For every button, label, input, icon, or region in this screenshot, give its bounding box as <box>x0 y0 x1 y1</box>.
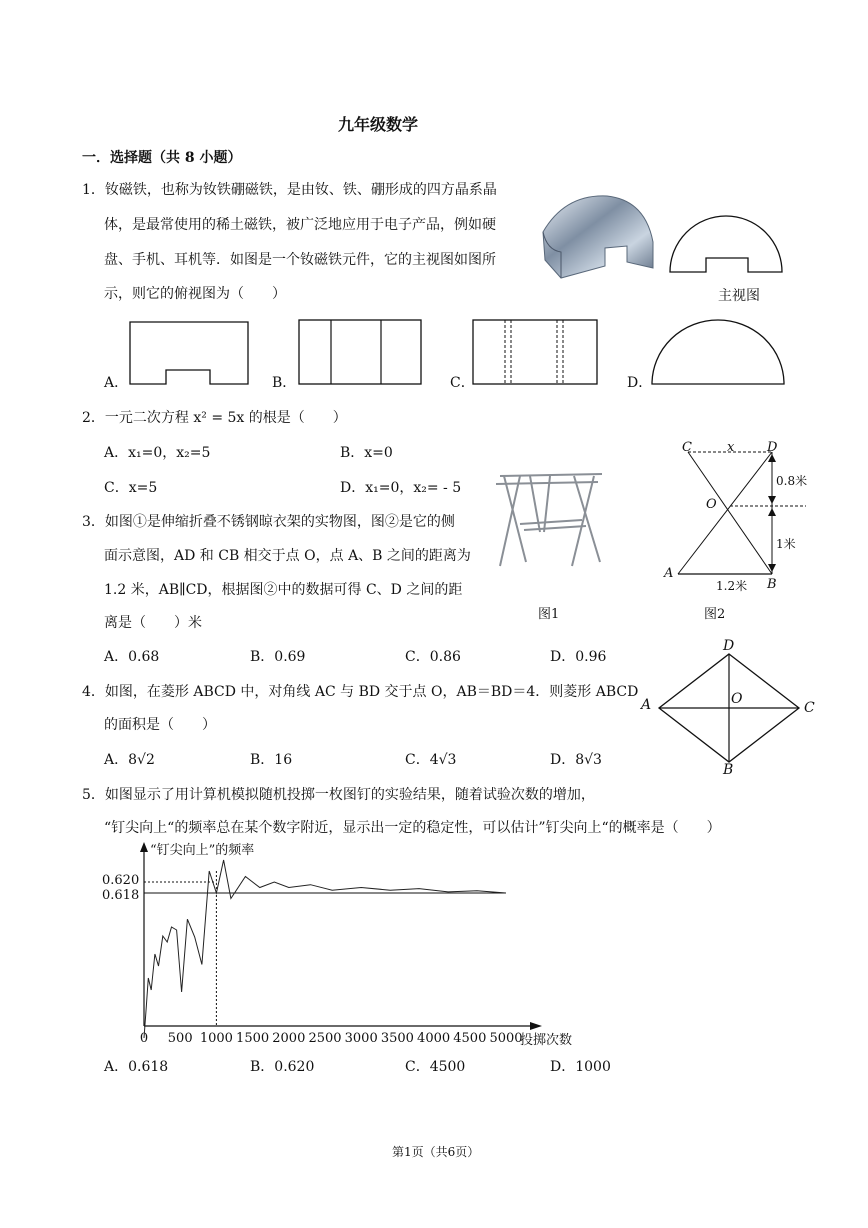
x-tick-label: 2000 <box>272 1031 306 1046</box>
x-tick-label: 2500 <box>308 1031 342 1046</box>
frequency-chart <box>98 838 598 1053</box>
q5-option-a: A．0.618 <box>104 1059 169 1075</box>
q1-line-1: 1．钕磁铁，也称为钕铁硼磁铁，是由钕、铁、硼形成的四方晶系晶 <box>82 182 497 198</box>
rhombus-point-a: A <box>641 697 652 713</box>
x-tick-label: 3500 <box>380 1031 414 1046</box>
fig2-ab-length: 1.2米 <box>716 579 748 593</box>
fig2-label: 图2 <box>704 607 726 622</box>
y-tick-label: 0.620 <box>102 873 140 888</box>
fig2-label-x: x <box>727 440 735 455</box>
main-view-figure <box>668 210 784 276</box>
page-footer: 第1页（共6页） <box>392 1145 480 1159</box>
q5-option-b: B．0.620 <box>250 1059 315 1075</box>
q1-option-a-label: A． <box>104 375 129 391</box>
x-tick-label: 500 <box>167 1031 193 1046</box>
q3-line-3: 1.2 米，AB∥CD，根据图②中的数据可得 C、D 之间的距 <box>104 582 463 598</box>
q2-option-a: A．x₁=0，x₂=5 <box>104 445 211 461</box>
q1-option-c-label: C． <box>450 375 475 391</box>
q1-line-2: 体，是最常使用的稀土磁铁，被广泛地应用于电子产品，例如硬 <box>104 217 496 233</box>
q5-line-2: “钉尖向上“的频率总在某个数字附近，显示出一定的稳定性，可以估计”钉尖向上“的概率是（ ） <box>104 820 721 836</box>
q2-stem: 2．一元二次方程 x² = 5x 的根是（ ） <box>82 410 347 426</box>
section-heading: 一．选择题（共 8 小题） <box>82 150 242 166</box>
q1-option-b-figure <box>297 318 423 386</box>
q4-option-b: B．16 <box>250 752 293 768</box>
fig2-bottom-length: 1米 <box>776 537 796 551</box>
q3-option-d: D．0.96 <box>550 649 607 665</box>
q4-line-1: 4．如图，在菱形 ABCD 中，对角线 AC 与 BD 交于点 O，AB＝BD＝4．则菱形 ABCD <box>82 684 639 700</box>
q1-option-d-label: D． <box>627 375 653 391</box>
rhombus-point-b: B <box>723 762 734 778</box>
q3-line-2: 面示意图，AD 和 CB 相交于点 O，点 A、B 之间的距离为 <box>104 548 471 564</box>
q3-line-4: 离是（ ）米 <box>104 615 202 631</box>
rack-side-diagram <box>668 436 818 596</box>
q3-option-b: B．0.69 <box>250 649 306 665</box>
x-tick-label: 4000 <box>417 1031 451 1046</box>
y-tick-label: 0.618 <box>102 888 140 903</box>
chart-x-axis-label: 投掷次数 <box>520 1033 573 1048</box>
magnet-photo <box>535 190 660 290</box>
rhombus-figure <box>655 650 805 768</box>
chart-y-axis-label: “钉尖向上”的频率 <box>150 843 255 858</box>
q4-option-a: A．8√2 <box>104 752 155 768</box>
q1-option-c-figure <box>471 318 599 386</box>
q5-option-c: C．4500 <box>405 1059 466 1075</box>
rhombus-point-d: D <box>723 638 735 654</box>
frequency-series-line <box>144 860 506 1038</box>
fig2-point-a: A <box>664 566 674 581</box>
x-tick-label: 3000 <box>344 1031 378 1046</box>
q1-line-3: 盘、手机、耳机等．如图是一个钕磁铁元件，它的主视图如图所 <box>104 252 496 268</box>
fig2-point-b: B <box>767 577 777 592</box>
q4-option-c: C．4√3 <box>405 752 457 768</box>
q1-option-a-figure <box>128 320 252 386</box>
q3-line-1: 3．如图①是伸缩折叠不锈钢晾衣架的实物图，图②是它的侧 <box>82 514 455 530</box>
q5-option-d: D．1000 <box>550 1059 611 1075</box>
q4-line-2: 的面积是（ ） <box>104 717 216 733</box>
q2-option-b: B．x=0 <box>340 445 393 461</box>
fig2-top-length: 0.8米 <box>776 474 808 488</box>
q2-option-d: D．x₁=0，x₂= - 5 <box>340 480 462 496</box>
main-view-label: 主视图 <box>718 288 760 304</box>
q3-option-c: C．0.86 <box>405 649 461 665</box>
q3-option-a: A．0.68 <box>104 649 160 665</box>
x-tick-label: 0 <box>139 1031 149 1046</box>
q2-option-c: C．x=5 <box>104 480 158 496</box>
q5-line-1: 5．如图显示了用计算机模拟随机投掷一枚图钉的实验结果，随着试验次数的增加， <box>82 787 595 803</box>
fig2-point-o: O <box>706 497 717 512</box>
fig2-point-c: C <box>682 440 692 455</box>
rhombus-point-o: O <box>731 691 743 707</box>
page-title: 九年级数学 <box>338 115 419 134</box>
rhombus-point-c: C <box>804 700 815 716</box>
q1-option-b-label: B． <box>272 375 297 391</box>
x-tick-label: 1000 <box>199 1031 233 1046</box>
x-axis-arrow <box>530 1022 542 1030</box>
fig2-point-d: D <box>767 440 778 455</box>
q1-option-d-figure <box>650 318 786 386</box>
x-tick-label: 5000 <box>489 1031 523 1046</box>
fig1-label: 图1 <box>538 607 560 622</box>
y-axis-arrow <box>140 842 148 852</box>
drying-rack-photo <box>490 462 615 577</box>
x-tick-label: 1500 <box>236 1031 270 1046</box>
q4-option-d: D．8√3 <box>550 752 602 768</box>
x-tick-label: 4500 <box>453 1031 487 1046</box>
q1-line-4: 示，则它的俯视图为（ ） <box>104 286 286 302</box>
